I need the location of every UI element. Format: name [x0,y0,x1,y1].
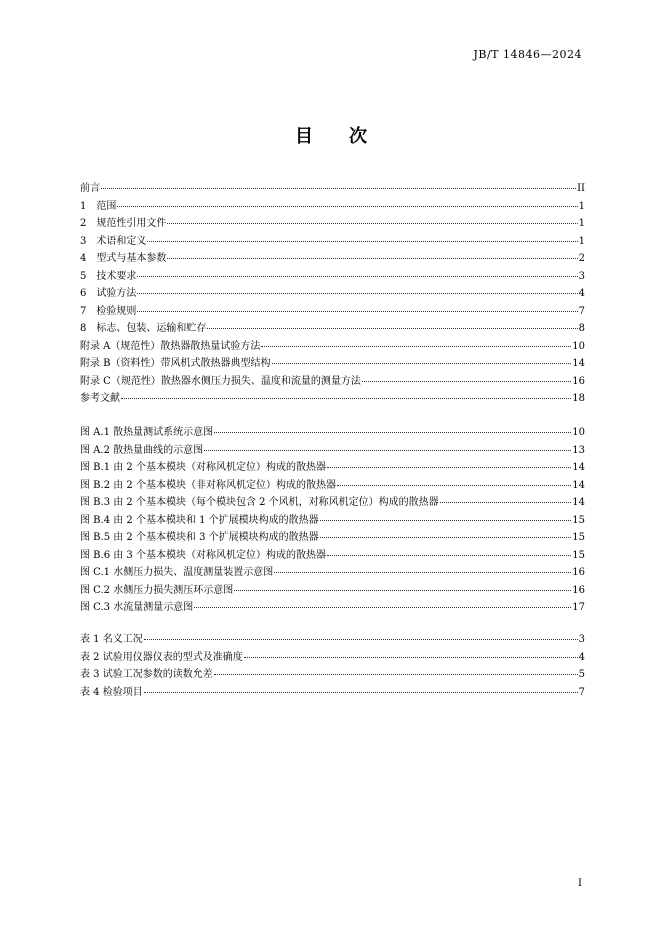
toc-entry-label: 图 B.1 由 2 个基本模块（对称风机定位）构成的散热器 [80,462,326,473]
toc-dot-leader [440,492,572,503]
toc-dot-leader [214,664,578,675]
toc-entry-label: 图 C.2 水侧压力损失测压环示意图 [80,584,234,596]
toc-dot-leader [137,301,577,312]
toc-entry-label: 1 范围 [80,200,117,212]
toc-dot-leader [204,440,571,451]
page-number: I [578,878,582,889]
toc-entry-page: 1 [578,200,585,212]
toc-entry[interactable] [80,599,585,617]
toc-entry-page: II [577,183,585,194]
toc-entry-label: 附录 C（规范性）散热器水侧压力损失、温度和流量的测量方法 [80,375,361,387]
toc-entry-label: 图 C.1 水侧压力损失、温度测量装置示意图 [80,567,274,578]
toc-entry-label: 表 2 试验用仪器仪表的型式及准确度 [80,651,243,663]
toc-entry-page: 15 [572,532,585,543]
toc-entry-label: 图 A.2 散热量曲线的示意图 [80,444,204,456]
toc-dot-leader [167,213,577,224]
toc-entry-label: 前言 [80,183,100,194]
toc-entry-page: 18 [572,393,585,404]
toc-entry-page: 8 [578,323,585,334]
toc-entry-label: 4 型式与基本参数 [80,253,167,264]
toc-dot-leader [234,580,571,591]
toc-entry-page: 14 [572,497,585,508]
toc-entry-label: 7 检验规则 [80,305,137,317]
toc-dot-leader [101,178,576,189]
toc-dot-leader [194,597,571,608]
toc-entry-page: 10 [572,427,585,438]
toc-dot-leader [144,682,578,693]
toc-entry-label: 图 C.3 水流量测量示意图 [80,602,194,613]
toc-entry[interactable] [80,390,585,408]
toc-entry-page: 15 [572,514,585,526]
toc-entry-page: 2 [578,253,585,264]
toc-entry-page: 4 [578,651,585,663]
page-title: 目 次 [295,126,367,147]
toc-entry-label: 图 B.3 由 2 个基本模块（每个模块包含 2 个风机，对称风机定位）构成的散热器 [80,497,439,508]
toc-entry-page: 14 [572,462,585,473]
toc-entry-label: 图 A.1 散热量测试系统示意图 [80,427,214,438]
toc-entry-page: 14 [572,479,585,491]
standard-code: JB/T 14846—2024 [473,48,582,61]
toc-entry-page: 15 [572,549,585,561]
toc-dot-leader [362,371,571,382]
toc-figure-list [80,424,585,617]
toc-dot-leader [320,510,572,521]
toc-dot-leader [121,388,571,399]
toc-entry-page: 4 [578,288,585,299]
toc-entry-page: 10 [572,340,585,352]
toc-entry-label: 3 术语和定义 [80,235,147,247]
toc-dot-leader [327,545,571,556]
toc-entry-page: 16 [572,567,585,578]
toc-entry-label: 图 B.4 由 2 个基本模块和 1 个扩展模块构成的散热器 [80,514,319,526]
toc-dot-leader [207,318,577,329]
toc-dot-leader [244,647,578,658]
toc-entry-label: 2 规范性引用文件 [80,218,167,229]
toc-entry-page: 5 [578,669,585,680]
toc-dot-leader [320,527,572,538]
toc-entry-label: 图 B.6 由 3 个基本模块（对称风机定位）构成的散热器 [80,549,326,561]
toc-dot-leader [147,231,577,242]
toc-entry-label: 6 试验方法 [80,288,137,299]
toc-dot-leader [137,266,577,277]
toc-dot-leader [117,196,577,207]
toc-entry-label: 参考文献 [80,393,120,404]
toc-entry-label: 附录 A（规范性）散热器散热量试验方法 [80,340,261,352]
toc-entry-page: 7 [578,686,585,698]
toc-entry-page: 1 [578,235,585,247]
toc-entry-page: 16 [572,375,585,387]
toc-entry[interactable] [80,684,585,702]
toc-entry-page: 13 [572,444,585,456]
toc-entry-page: 16 [572,584,585,596]
toc-entry-label: 表 4 检验项目 [80,686,143,698]
toc-dot-leader [144,629,578,640]
toc-dot-leader [214,422,571,433]
toc-entry-page: 14 [572,358,585,369]
toc-entry-label: 8 标志、包装、运输和贮存 [80,323,207,334]
toc-entry-label: 图 B.5 由 2 个基本模块和 3 个扩展模块构成的散热器 [80,532,319,543]
toc-entry-page: 17 [572,602,585,613]
toc-entry-label: 5 技术要求 [80,270,137,282]
toc-entry-page: 3 [578,270,585,282]
toc-entry-label: 图 B.2 由 2 个基本模块（非对称风机定位）构成的散热器 [80,479,336,491]
toc-dot-leader [272,353,572,364]
toc-entry-page: 7 [578,305,585,317]
toc-dot-leader [327,457,571,468]
toc-entry-label: 附录 B（资料性）带风机式散热器典型结构 [80,358,271,369]
toc-dot-leader [261,336,571,347]
toc-main-list [80,180,585,408]
toc-entry-page: 1 [578,218,585,229]
toc-entry-label: 表 3 试验工况参数的读数允差 [80,669,213,680]
toc-dot-leader [167,248,577,259]
toc-dot-leader [274,562,571,573]
toc-dot-leader [337,475,571,486]
toc-dot-leader [137,283,577,294]
toc-entry-label: 表 1 名义工况 [80,634,143,645]
toc-entry-page: 3 [578,634,585,645]
toc-table-list [80,631,585,701]
